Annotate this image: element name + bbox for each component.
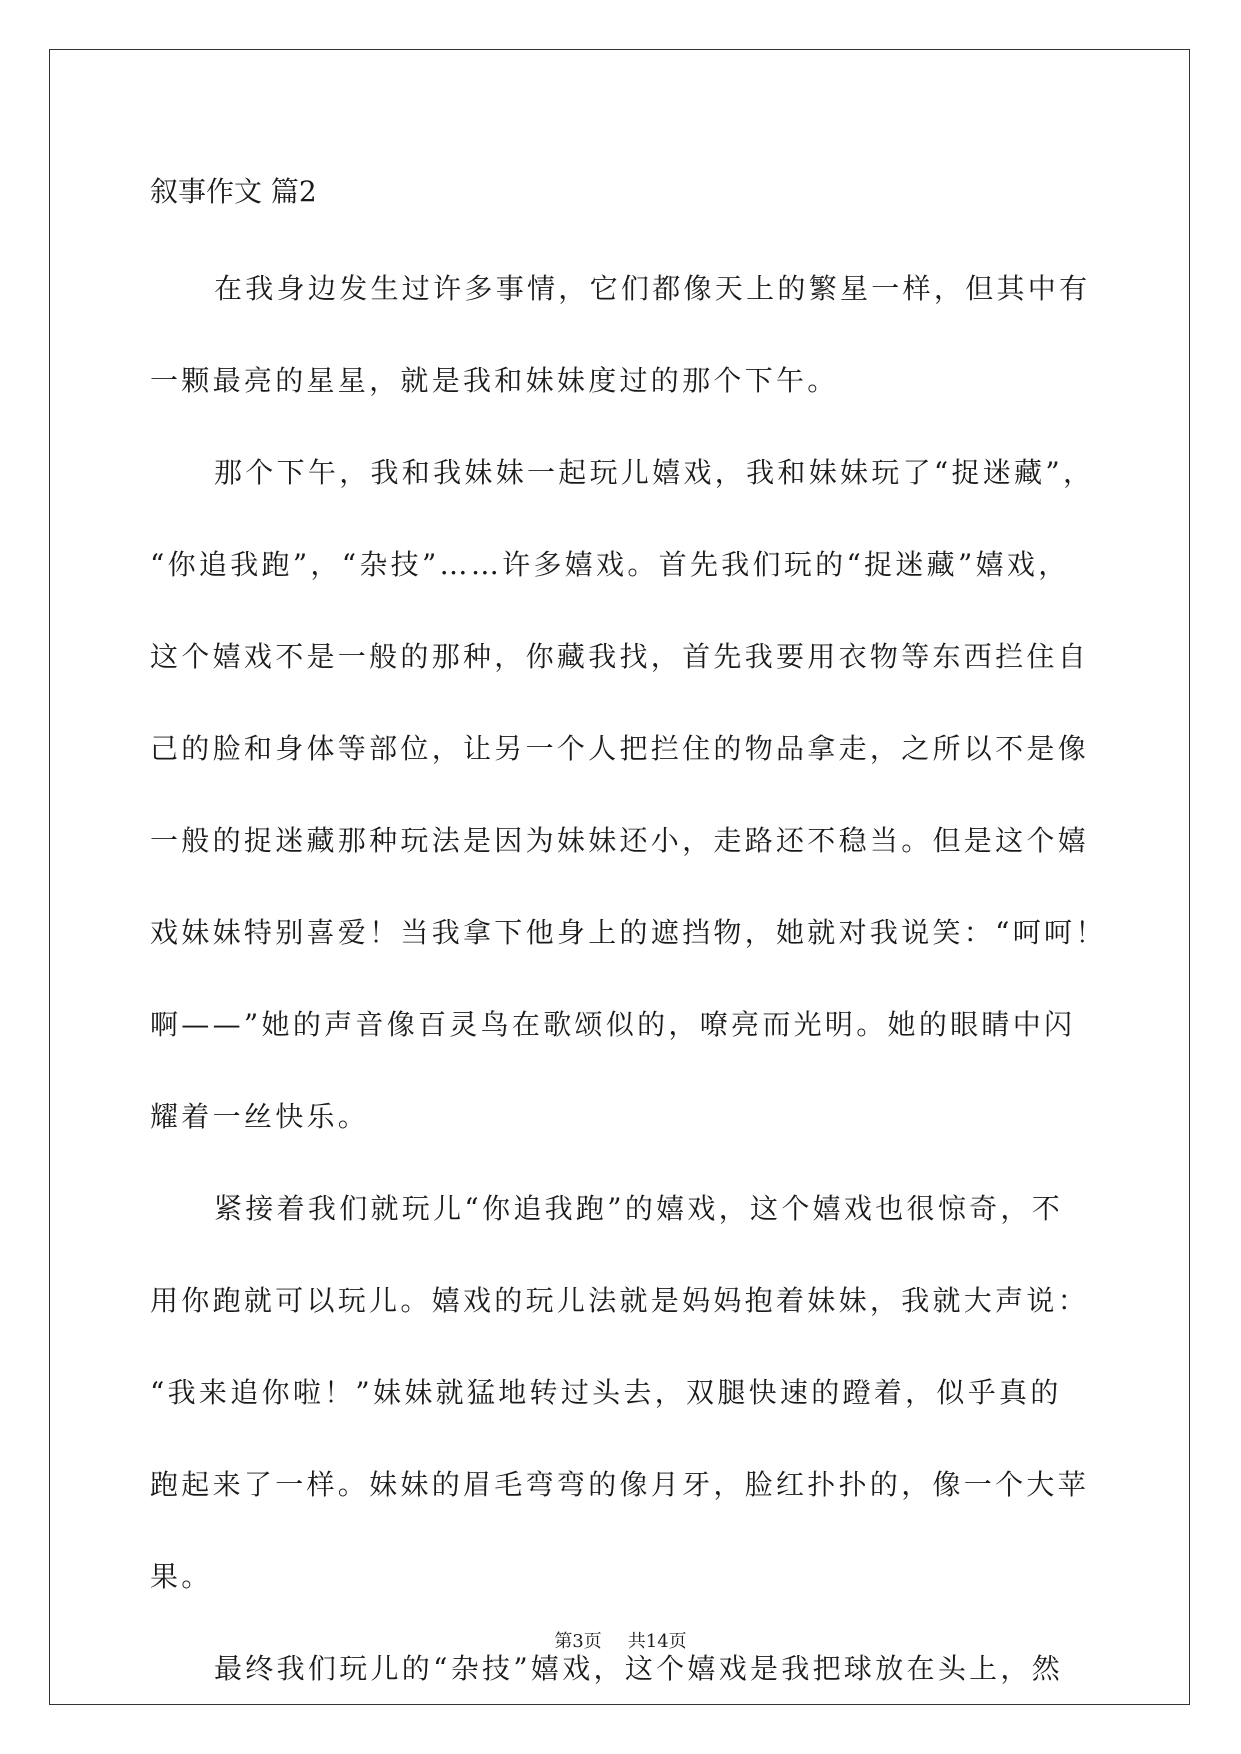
text-line-12: 用你跑就可以玩儿。嬉戏的玩儿法就是妈妈抱着妹妹，我就大声说： [150,1284,1090,1317]
text-line-11: 紧接着我们就玩儿“你追我跑”的嬉戏，这个嬉戏也很惊奇，不 [214,1192,1064,1225]
page-footer [0,1630,1241,1654]
text-line-9: 啊——”她的声音像百灵鸟在歌颂似的，嘹亮而光明。她的眼睛中闪 [150,1008,1076,1041]
text-line-8: 戏妹妹特别喜爱！当我拿下他身上的遮挡物，她就对我说笑：“呵呵！ [150,916,1107,949]
text-line-15: 果。 [150,1560,213,1593]
text-line-13: “我来追你啦！”妹妹就猛地转过头去，双腿快速的蹬着，似乎真的 [150,1376,1062,1409]
text-line-14: 跑起来了一样。妹妹的眉毛弯弯的像月牙，脸红扑扑的，像一个大苹 [150,1468,1090,1501]
text-line-3: 那个下午，我和我妹妹一起玩儿嬉戏，我和妹妹玩了“捉迷藏”， [214,456,1095,489]
text-line-7: 一般的捉迷藏那种玩法是因为妹妹还小，走路还不稳当。但是这个嬉 [150,824,1090,857]
page-total: 共14页 [627,1631,687,1652]
text-line-16: 最终我们玩儿的“杂技”嬉戏，这个嬉戏是我把球放在头上，然 [214,1652,1064,1685]
text-line-2: 一颗最亮的星星，就是我和妹妹度过的那个下午。 [150,364,839,397]
text-line-4: “你追我跑”，“杂技”……许多嬉戏。首先我们玩的“捉迷藏”嬉戏， [150,548,1070,581]
document-body [150,157,1107,1715]
text-line-6: 己的脸和身体等部位，让另一个人把拦住的物品拿走，之所以不是像 [150,732,1090,765]
text-line-10: 耀着一丝快乐。 [150,1100,370,1133]
page-number: 第3页 [554,1631,602,1652]
text-line-1: 在我身边发生过许多事情，它们都像天上的繁星一样，但其中有 [214,272,1091,305]
section-heading: 叙事作文 篇2 [150,175,317,208]
text-line-5: 这个嬉戏不是一般的那种，你藏我找，首先我要用衣物等东西拦住自 [150,640,1090,673]
